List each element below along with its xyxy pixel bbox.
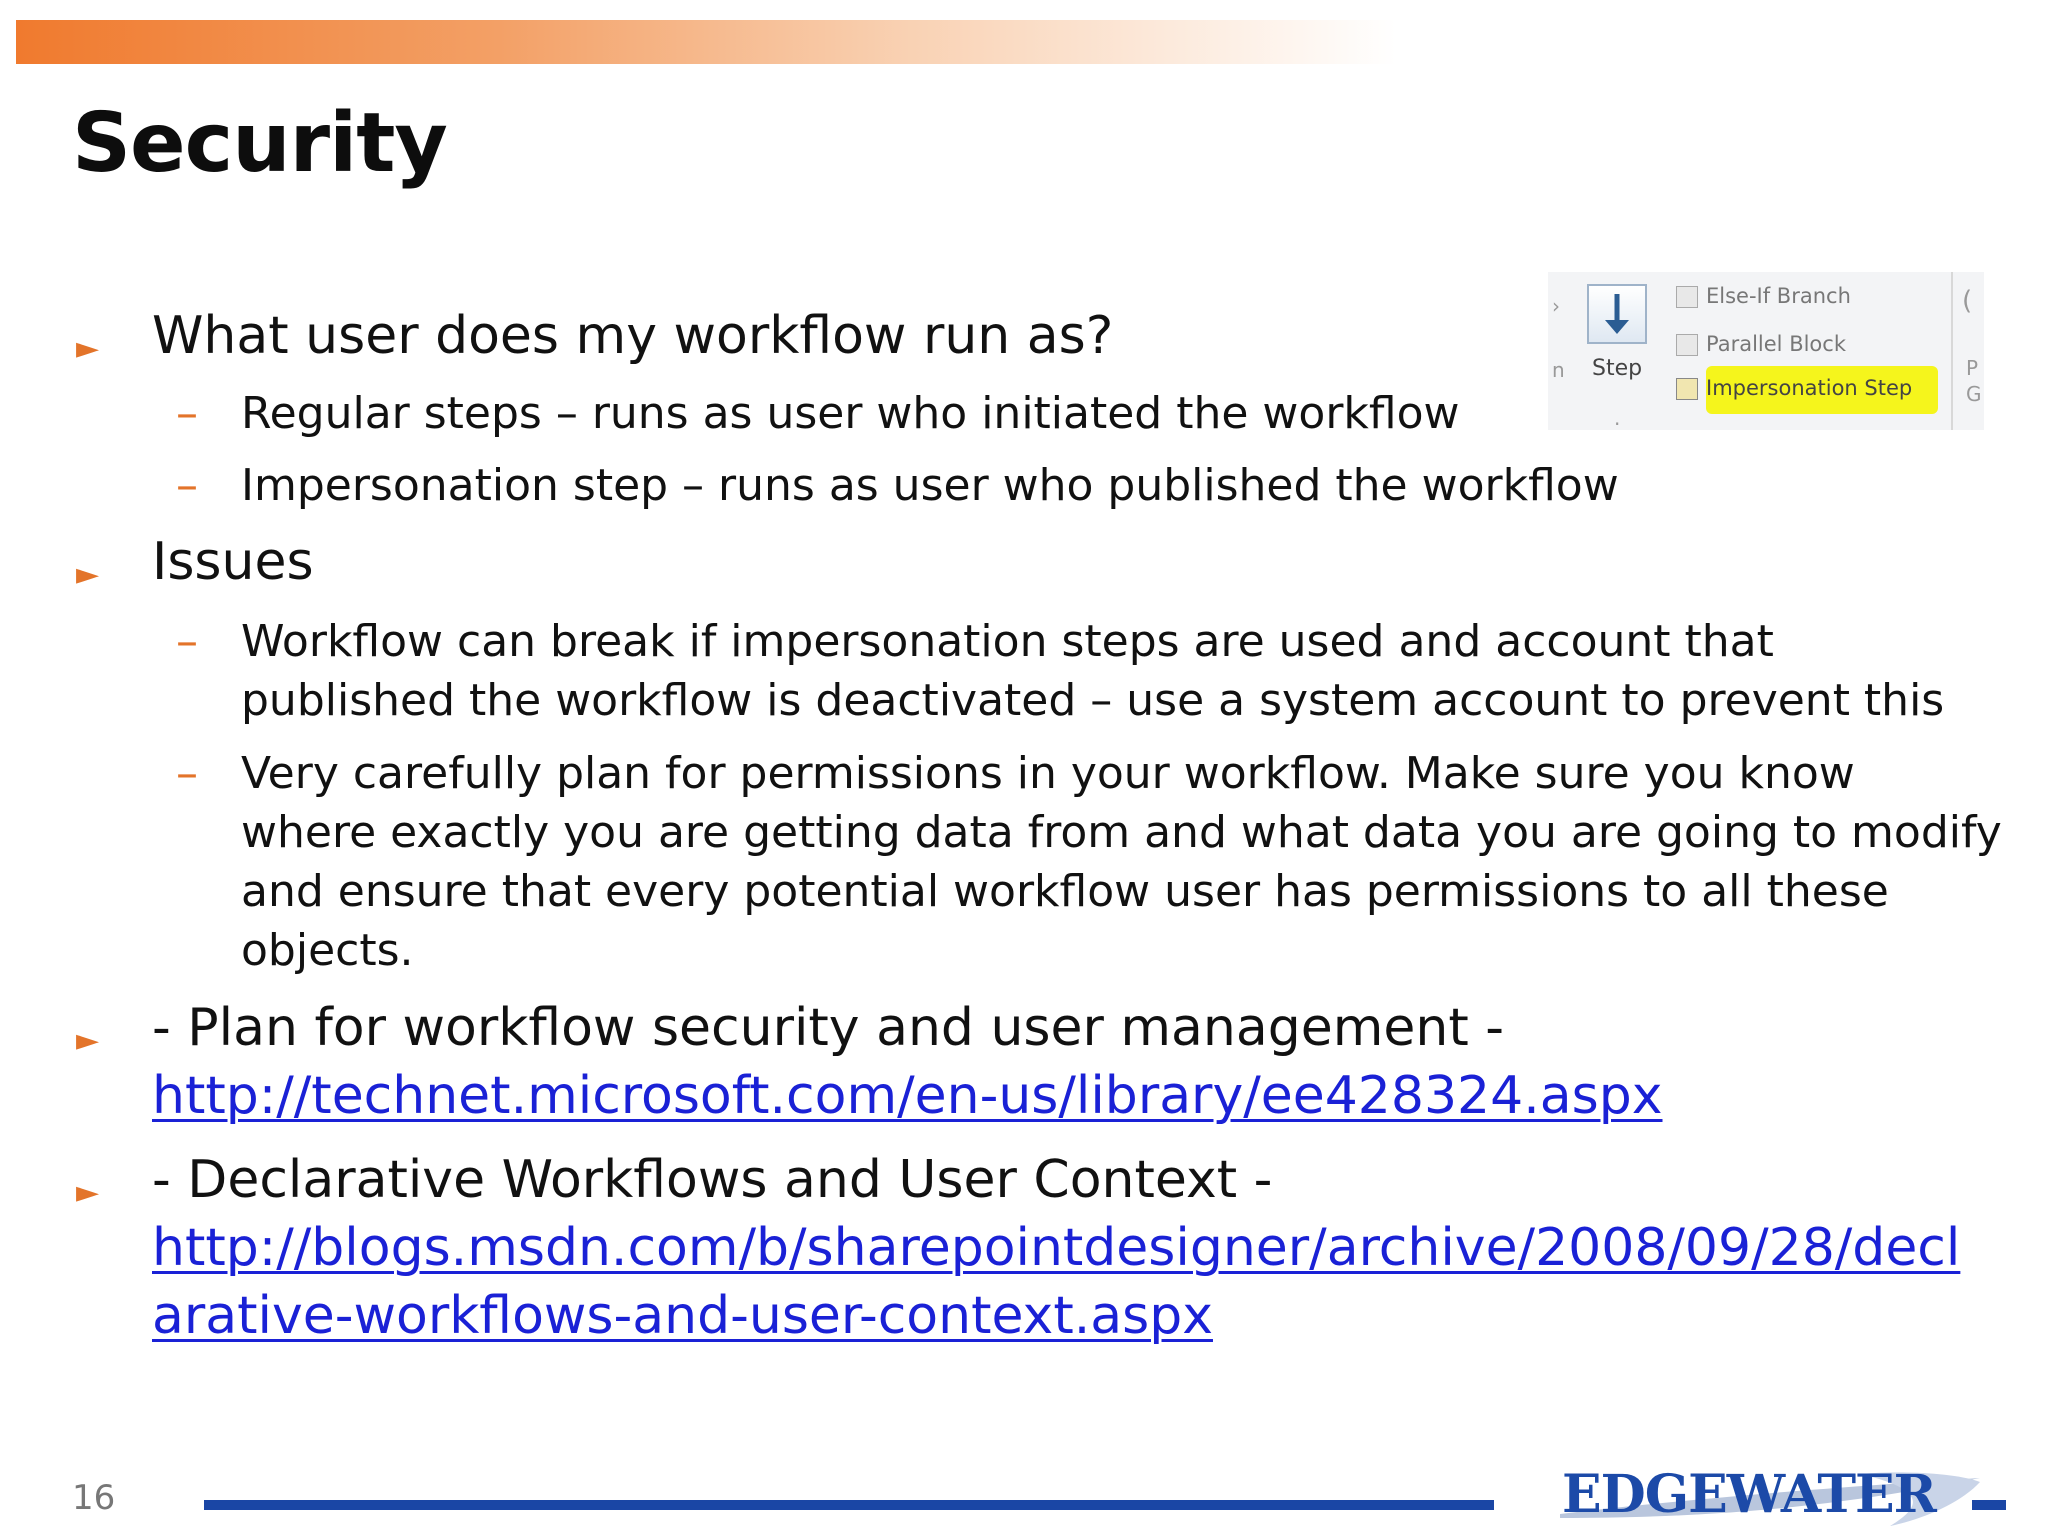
bullet-issues: Issues (152, 532, 314, 592)
dash-marker: – (176, 748, 198, 799)
ribbon-fragment-arrow: › (1552, 294, 1560, 318)
footer-rule-right (1972, 1500, 2006, 1510)
parallel-block-button[interactable]: Parallel Block (1676, 332, 1846, 356)
msdn-blog-link-continued[interactable]: arative-workflows-and-user-context.aspx (152, 1286, 1213, 1346)
dash-marker: – (176, 460, 198, 511)
sub-bullet-issue-1-line-2: published the workflow is deactivated – use a system account to prevent this (241, 675, 1945, 726)
ribbon-screenshot (1548, 272, 1984, 430)
technet-link[interactable]: http://technet.microsoft.com/en-us/library/ee428324.aspx (152, 1066, 1663, 1126)
ribbon-fragment-p: P (1966, 356, 1979, 380)
bullet-marker: ► (76, 1023, 100, 1058)
else-if-branch-button[interactable]: Else-If Branch (1676, 284, 1851, 308)
impersonation-step-button[interactable]: Impersonation Step (1676, 376, 1912, 400)
footer-rule (204, 1500, 1494, 1510)
step-button[interactable] (1587, 284, 1647, 344)
header-gradient-bar (16, 20, 1396, 64)
bullet-marker: ► (76, 1175, 100, 1210)
page-number: 16 (72, 1478, 116, 1518)
parallel-block-icon (1676, 334, 1698, 356)
sub-bullet-issue-2-line-3: and ensure that every potential workflow user has permissions to all these (241, 866, 1889, 917)
else-if-branch-icon (1676, 286, 1698, 308)
bullet-plan-security: - Plan for workflow security and user management - (152, 998, 1505, 1058)
msdn-blog-link[interactable]: http://blogs.msdn.com/b/sharepointdesigner/archive/2008/09/28/decl (152, 1218, 1961, 1278)
sub-bullet-impersonation-step: Impersonation step – runs as user who published the workflow (241, 460, 1619, 511)
ribbon-fragment-paren: ( (1962, 286, 1973, 316)
ribbon-fragment-g: G (1966, 382, 1982, 406)
link-technet-row (152, 1062, 1663, 1130)
sub-bullet-regular-steps: Regular steps – runs as user who initiated the workflow (241, 388, 1460, 439)
bullet-workflow-run-as: What user does my workflow run as? (152, 306, 1114, 366)
link-msdn-row-1 (152, 1214, 1960, 1282)
link-msdn-row-2 (152, 1282, 1213, 1350)
sub-bullet-issue-2-line-2: where exactly you are getting data from and what data you are going to modify (241, 807, 2002, 858)
sub-bullet-issue-1-line-1: Workflow can break if impersonation steps are used and account that (241, 616, 1774, 667)
sub-bullet-issue-2-line-4: objects. (241, 925, 414, 976)
sub-bullet-issue-2-line-1: Very carefully plan for permissions in your workflow. Make sure you know (241, 748, 1855, 799)
edgewater-logo: EDGEWATER (1562, 1464, 1936, 1525)
dash-marker: – (176, 388, 198, 439)
bullet-marker: ► (76, 331, 100, 366)
arrow-down-icon (1589, 286, 1645, 342)
ribbon-separator (1951, 272, 1953, 430)
slide-title: Security (72, 96, 447, 191)
step-label: Step (1592, 356, 1643, 381)
bullet-marker: ► (76, 557, 100, 592)
dash-marker: – (176, 616, 198, 667)
impersonation-step-icon (1676, 378, 1698, 400)
ribbon-fragment-n: n (1552, 358, 1565, 382)
bullet-declarative-workflows: - Declarative Workflows and User Context - (152, 1150, 1273, 1210)
ribbon-dropdown-dot: · (1614, 412, 1621, 430)
